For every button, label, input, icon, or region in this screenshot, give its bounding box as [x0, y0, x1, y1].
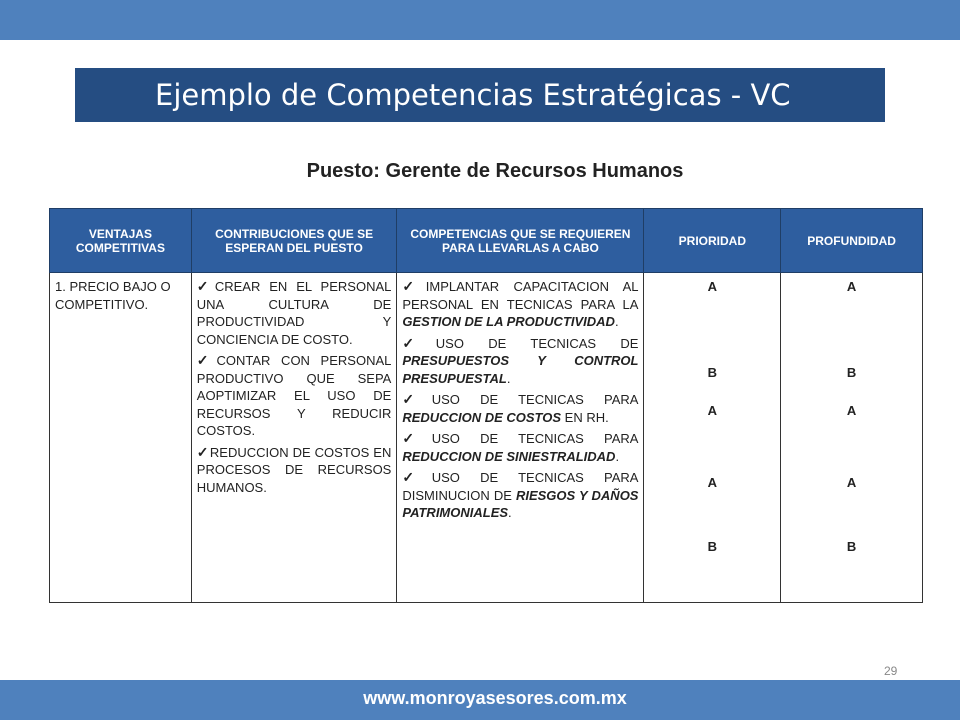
check-icon: ✓ — [402, 334, 435, 351]
check-icon: ✓ — [402, 430, 431, 446]
list-item — [402, 278, 638, 331]
competencia-text: . — [508, 505, 512, 520]
competencia-text: EN RH. — [561, 409, 609, 425]
header-contribuciones: CONTRIBUCIONES QUE SE ESPERAN DEL PUESTO — [191, 209, 397, 273]
competencia-text: . — [506, 370, 511, 386]
competencia-text: USO DE TECNICAS PARA — [431, 431, 639, 446]
list-item — [197, 278, 392, 348]
competencia-emphasis: PRESUPUESTOS Y CONTROL PRESUPUESTAL — [402, 353, 639, 386]
check-icon: ✓ — [196, 443, 209, 460]
list-item — [197, 352, 392, 440]
table-header-row — [50, 209, 923, 273]
competencia-text: . — [614, 314, 619, 329]
page-number: 29 — [884, 664, 898, 678]
list-item — [402, 430, 638, 465]
check-icon: ✓ — [196, 278, 214, 294]
slide-title: Ejemplo de Competencias Estratégicas - VC — [75, 68, 885, 122]
list-item — [402, 391, 638, 426]
competencia-emphasis: RIESGOS Y DAÑOS PATRIMONIALES — [402, 487, 639, 520]
competencia-emphasis: REDUCCION DE SINIESTRALIDAD — [402, 448, 616, 464]
list-item — [197, 444, 392, 497]
header-competencias: COMPETENCIAS QUE SE REQUIEREN PARA LLEVARLAS A CABO — [397, 209, 644, 273]
check-icon: ✓ — [402, 278, 425, 294]
check-icon: ✓ — [196, 352, 216, 368]
contribuciones-cell — [191, 273, 397, 603]
competencia-text: USO DE TECNICAS PARA DISMINUCION DE — [402, 470, 639, 503]
header-profundidad: PROFUNDIDAD — [781, 209, 923, 273]
contribucion-text: REDUCCION DE COSTOS EN PROCESOS DE RECURSOS HUMANOS. — [196, 444, 392, 495]
competencia-emphasis: REDUCCION DE COSTOS — [402, 409, 562, 425]
competencia-text: IMPLANTAR CAPACITACION AL PERSONAL EN TECNICAS PARA LA — [402, 279, 639, 312]
header-prioridad: PRIORIDAD — [644, 209, 781, 273]
list-item — [402, 469, 638, 522]
contribucion-text: CONTAR CON PERSONAL PRODUCTIVO QUE SEPA AOPTIMIZAR EL USO DE RECURSOS Y REDUCIR COSTOS. — [196, 353, 392, 438]
competencias-table — [49, 208, 923, 603]
competencia-emphasis: GESTION DE LA PRODUCTIVIDAD — [402, 314, 615, 329]
list-item — [402, 335, 638, 388]
check-icon: ✓ — [402, 469, 431, 485]
website-link[interactable]: www.monroyasesores.com.mx — [363, 688, 627, 708]
profundidad-cell: A B A A B — [781, 273, 923, 603]
check-icon: ✓ — [402, 391, 431, 407]
table-row — [50, 273, 923, 603]
prioridad-cell: A B A A B — [644, 273, 781, 603]
competencia-text: USO DE TECNICAS PARA — [431, 392, 639, 407]
competencia-text: USO DE TECNICAS DE — [435, 335, 639, 351]
top-bar — [0, 0, 960, 40]
header-ventajas: VENTAJAS COMPETITIVAS — [50, 209, 192, 273]
ventaja-cell: 1. PRECIO BAJO O COMPETITIVO. — [50, 273, 192, 603]
competencias-cell — [397, 273, 644, 603]
slide-subtitle: Puesto: Gerente de Recursos Humanos — [306, 160, 684, 182]
competencia-text: . — [615, 448, 620, 464]
contribucion-text: CREAR EN EL PERSONAL UNA CULTURA DE PRODUCTIVIDAD Y CONCIENCIA DE COSTO. — [196, 279, 392, 347]
